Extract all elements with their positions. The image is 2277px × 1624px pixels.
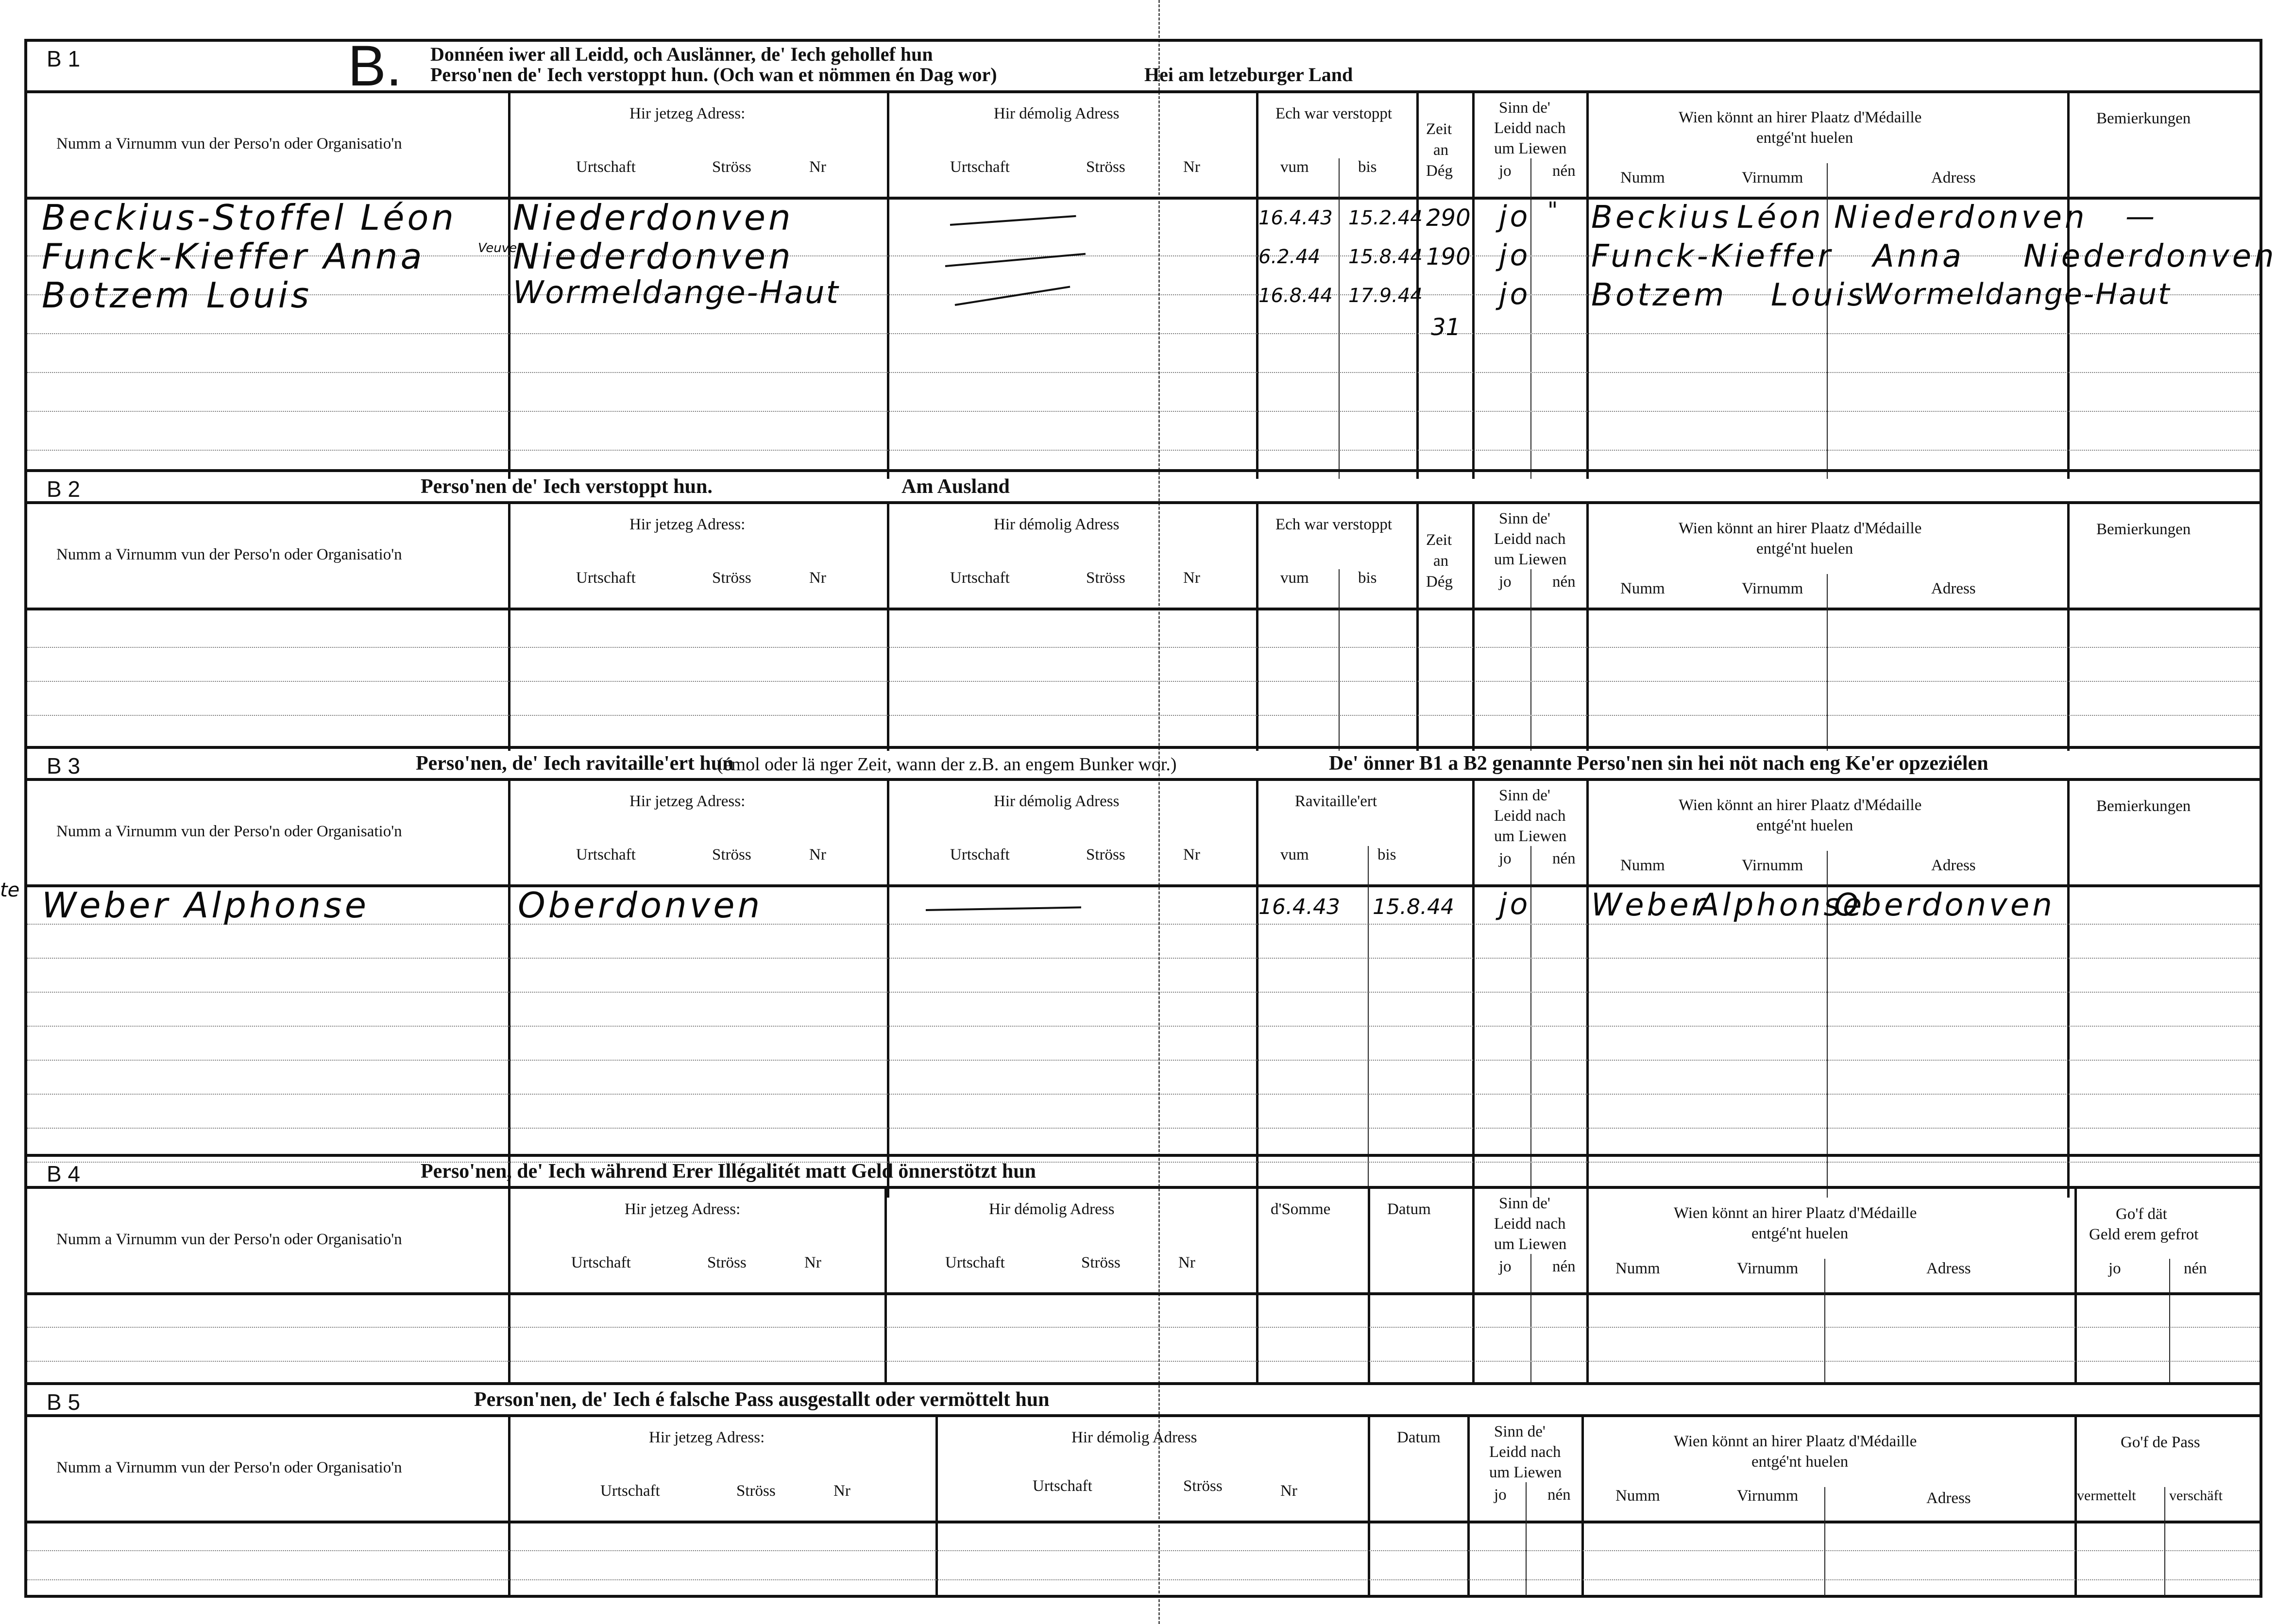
row-line — [27, 1094, 2260, 1095]
col-header-sinn: Sinn de' — [1494, 1423, 1546, 1440]
col-header-urtschaft: Urtschaft — [576, 158, 636, 176]
col-header-m-virnumm: Virnumm — [1737, 1487, 1799, 1505]
col-header-to: bis — [1377, 846, 1396, 863]
col-divider — [2067, 501, 2070, 751]
entry-medal-name: Funck-Kieffer — [1591, 238, 1834, 274]
col-header-liewen: um Liewen — [1489, 1464, 1562, 1481]
col-header-hidden: Ech war verstoppt — [1275, 105, 1393, 122]
section-b4 — [27, 1154, 2260, 1382]
col-header-medal-2: entgé'nt huelen — [1751, 1453, 1849, 1471]
row-line — [27, 647, 2260, 648]
section-title: Perso'nen, de' Iech während Erer Illégalitét matt Geld önnerstötzt hun — [421, 1160, 1036, 1183]
col-header-m-numm: Numm — [1615, 1487, 1660, 1505]
col-divider — [1586, 501, 1589, 751]
col-divider — [1586, 1186, 1589, 1382]
entry-medal-address: Oberdonven — [1834, 887, 2055, 923]
col-header-nen: nén — [1547, 1486, 1571, 1504]
col-header-stross: Ströss — [736, 1482, 776, 1500]
entry-medal-name: Beckius — [1591, 200, 1732, 236]
col-header-m-adress: Adress — [1931, 169, 1976, 186]
entry-place: Niederdonven — [513, 236, 794, 277]
col-header-medal-1: Wien könnt an hirer Plaatz d'Médaille — [1674, 1204, 1917, 1222]
section-b3 — [27, 746, 2260, 1198]
col-header-jo: jo — [1494, 1486, 1507, 1504]
col-header-m-adress: Adress — [1926, 1260, 1971, 1277]
col-header-current-address: Hir jetzeg Adress: — [629, 105, 746, 122]
entry-name: Weber Alphonse — [42, 885, 370, 926]
col-header-nen: nén — [1552, 850, 1576, 867]
col-header-verm: vermettelt — [2077, 1488, 2136, 1504]
col-header-urtschaft-2: Urtschaft — [1033, 1477, 1092, 1495]
col-header-jo: jo — [1499, 573, 1512, 591]
entry-from: 16.4.43 — [1258, 207, 1333, 229]
section-id: B 5 — [47, 1389, 81, 1415]
col-header-deg: Dég — [1426, 573, 1453, 591]
entry-to: 15.2.44 — [1348, 207, 1423, 229]
entry-medal-address: Niederdonven — [1834, 200, 2088, 236]
col-header-m-adress: Adress — [1926, 1489, 1971, 1507]
section-id: B 2 — [47, 476, 81, 502]
col-header-to: bis — [1358, 569, 1377, 587]
col-divider — [2074, 1186, 2077, 1382]
entry-remark: — — [2125, 200, 2158, 234]
col-divider — [508, 1186, 510, 1382]
row-line — [27, 1361, 2260, 1362]
entry-medal-name: Botzem — [1591, 277, 1727, 313]
col-divider — [508, 1414, 510, 1596]
col-header-medal-2: entgé'nt huelen — [1756, 540, 1853, 558]
row-line — [27, 1550, 2260, 1551]
col-header-jo: jo — [1499, 850, 1512, 867]
col-header-remarks: Bemierkungen — [2096, 797, 2191, 815]
col-header-name: Numm a Virnumm vun der Perso'n oder Organisatio'n — [56, 135, 402, 152]
col-header-stross: Ströss — [712, 846, 751, 863]
col-header-liewen: um Liewen — [1494, 140, 1567, 157]
col-header-nen-2: nén — [2184, 1260, 2207, 1277]
col-header-from: vum — [1280, 569, 1309, 587]
col-header-nr-2: Nr — [1183, 158, 1200, 176]
col-divider — [1256, 778, 1258, 1198]
col-header-m-virnumm: Virnumm — [1742, 580, 1803, 597]
section-title-right: Hei am letzeburger Land — [1144, 64, 1353, 85]
col-divider — [887, 501, 889, 751]
entry-medal-address: Niederdonven — [2023, 238, 2277, 274]
col-header-sinn: Sinn de' — [1499, 1195, 1550, 1212]
col-divider — [1368, 1414, 1370, 1596]
col-header-m-virnumm: Virnumm — [1737, 1260, 1799, 1277]
header-row — [27, 1414, 2260, 1523]
col-divider — [887, 778, 889, 1198]
col-header-m-numm: Numm — [1615, 1260, 1660, 1277]
row-line — [27, 1327, 2260, 1328]
entry-place: Niederdonven — [513, 197, 794, 238]
col-header-gof-2: Geld erem gefrot — [2089, 1226, 2199, 1243]
col-header-medal-2: entgé'nt huelen — [1756, 129, 1853, 147]
col-header-zeit: Zeit — [1426, 120, 1452, 138]
col-header-former-address: Hir démolig Adress — [994, 516, 1120, 533]
col-header-sinn: Sinn de' — [1499, 99, 1550, 117]
entry-medal-name: Weber — [1591, 887, 1707, 923]
entry-name: Funck-Kieffer Anna — [42, 236, 425, 277]
col-header-date: Datum — [1397, 1429, 1441, 1446]
col-header-m-numm: Numm — [1620, 169, 1665, 186]
section-b2 — [27, 469, 2260, 751]
row-line — [27, 1128, 2260, 1129]
section-letter: B. — [348, 34, 402, 98]
col-header-m-virnumm: Virnumm — [1742, 169, 1803, 186]
entry-to: 15.8.44 — [1373, 895, 1454, 919]
col-divider — [2169, 1259, 2170, 1382]
col-header-m-virnumm: Virnumm — [1742, 857, 1803, 874]
col-divider — [1368, 846, 1369, 1198]
col-divider — [1827, 163, 1828, 479]
col-divider — [1339, 158, 1340, 479]
col-header-medal-1: Wien könnt an hirer Plaatz d'Médaille — [1674, 1433, 1917, 1450]
col-divider — [1416, 501, 1419, 751]
entry-nen: " — [1547, 197, 1561, 223]
col-header-former-address: Hir démolig Adress — [1071, 1429, 1197, 1446]
entry-place: Wormeldange-Haut — [513, 275, 840, 311]
col-header-stross-2: Ströss — [1086, 158, 1125, 176]
entry-from: 16.8.44 — [1258, 285, 1333, 307]
entry-days: 31 — [1431, 314, 1461, 341]
section-b1 — [27, 34, 2277, 479]
entry-to: 15.8.44 — [1348, 246, 1423, 268]
col-header-versch: verschäft — [2169, 1488, 2223, 1504]
entry-medal-first: Alphonse — [1698, 887, 1865, 923]
col-divider — [1256, 501, 1258, 751]
col-header-nr: Nr — [833, 1482, 850, 1500]
section-id: B 4 — [47, 1161, 81, 1186]
section-id: B 1 — [47, 46, 81, 71]
col-divider — [935, 1414, 938, 1596]
col-header-nr: Nr — [809, 569, 826, 587]
col-header-supplied: Ravitaille'ert — [1295, 793, 1377, 810]
col-divider — [1586, 90, 1589, 479]
col-header-urtschaft-2: Urtschaft — [945, 1254, 1005, 1271]
entry-from: 16.4.43 — [1258, 895, 1340, 919]
col-header-medal-1: Wien könnt an hirer Plaatz d'Médaille — [1679, 796, 1922, 814]
section-id: B 3 — [47, 753, 81, 778]
col-header-nr-2: Nr — [1178, 1254, 1195, 1271]
col-divider — [884, 1186, 887, 1382]
col-header-an: an — [1433, 141, 1449, 159]
row-line — [27, 333, 2260, 334]
col-divider — [887, 90, 889, 479]
row-line — [27, 450, 2260, 451]
col-header-liewen: um Liewen — [1494, 1235, 1567, 1253]
entry-from: 6.2.44 — [1258, 246, 1321, 268]
section-title-line1: Donnéen iwer all Leidd, och Auslänner, de' Iech gehollef hun — [430, 43, 933, 65]
col-header-jo: jo — [1499, 162, 1512, 180]
row-line — [27, 715, 2260, 716]
col-header-stross: Ströss — [712, 158, 751, 176]
col-header-urtschaft-2: Urtschaft — [950, 158, 1010, 176]
col-header-name: Numm a Virnumm vun der Perso'n oder Organisatio'n — [56, 1231, 402, 1248]
col-divider — [2067, 778, 2070, 1198]
col-header-leidd: Leidd nach — [1494, 1215, 1566, 1233]
entry-jo: jo — [1499, 887, 1531, 921]
col-header-sinn: Sinn de' — [1499, 787, 1550, 804]
col-divider — [508, 501, 510, 751]
col-header-nen: nén — [1552, 573, 1576, 591]
col-divider — [1827, 574, 1828, 751]
col-header-jo-2: jo — [2108, 1260, 2121, 1277]
row-line — [27, 372, 2260, 373]
col-divider — [1530, 1254, 1531, 1382]
col-header-stross-2: Ströss — [1086, 846, 1125, 863]
entry-name: Beckius-Stoffel Léon — [42, 197, 457, 238]
col-header-former-address: Hir démolig Adress — [989, 1201, 1115, 1218]
entry-days: 190 — [1426, 243, 1471, 271]
col-header-leidd: Leidd nach — [1494, 119, 1566, 137]
col-divider — [1472, 90, 1475, 479]
col-header-from: vum — [1280, 846, 1309, 863]
col-header-hidden: Ech war verstoppt — [1275, 516, 1393, 533]
col-divider — [1339, 569, 1340, 751]
col-header-sinn: Sinn de' — [1499, 510, 1550, 527]
dash-mark — [950, 215, 1076, 226]
section-title-line2: Perso'nen de' Iech verstoppt hun. (Och wan et nömmen én Dag wor) — [430, 64, 997, 85]
col-header-nen: nén — [1552, 1258, 1576, 1275]
form-frame — [24, 34, 2277, 1598]
col-header-medal-2: entgé'nt huelen — [1756, 817, 1853, 834]
col-header-urtschaft-2: Urtschaft — [950, 846, 1010, 863]
col-header-nr: Nr — [809, 158, 826, 176]
entry-medal-address: Wormeldange-Haut — [1863, 277, 2171, 311]
row-line — [27, 681, 2260, 682]
col-header-former-address: Hir démolig Adress — [994, 793, 1120, 810]
col-header-nr-2: Nr — [1280, 1482, 1297, 1500]
row-line — [27, 411, 2260, 412]
col-header-leidd: Leidd nach — [1494, 807, 1566, 825]
row-line — [27, 1026, 2260, 1027]
section-title-right: De' önner B1 a B2 genannte Perso'nen sin hei nöt nach eng Ke'er opzeziélen — [1329, 752, 1988, 775]
col-header-m-numm: Numm — [1620, 857, 1665, 874]
entry-name: Botzem Louis — [42, 275, 312, 316]
col-header-medal-2: entgé'nt huelen — [1751, 1225, 1849, 1242]
entry-medal-first: Anna — [1873, 238, 1965, 274]
header-row — [27, 501, 2260, 610]
margin-note: te — [0, 879, 20, 901]
col-divider — [1530, 569, 1531, 751]
col-divider — [1467, 1414, 1470, 1596]
section-title: Person'nen, de' Iech é falsche Pass ausgestallt oder vermöttelt hun — [474, 1388, 1050, 1411]
col-header-current-address: Hir jetzeg Adress: — [625, 1201, 741, 1218]
section-title: Perso'nen, de' Iech ravitaille'ert hun — [416, 752, 734, 775]
row-line — [27, 1579, 2260, 1580]
section-b5 — [27, 1382, 2260, 1596]
col-header-from: vum — [1280, 158, 1309, 176]
col-header-name: Numm a Virnumm vun der Perso'n oder Organisatio'n — [56, 546, 402, 563]
section-title-right: Am Ausland — [901, 475, 1010, 498]
col-divider — [1256, 1186, 1258, 1382]
col-header-urtschaft: Urtschaft — [576, 569, 636, 587]
col-header-medal-1: Wien könnt an hirer Plaatz d'Médaille — [1679, 520, 1922, 537]
entry-days: 290 — [1426, 204, 1471, 232]
entry-medal-first: Louis — [1771, 277, 1867, 313]
row-line — [27, 992, 2260, 993]
col-header-m-adress: Adress — [1931, 857, 1976, 874]
header-row — [27, 90, 2260, 200]
entry-jo: jo — [1499, 238, 1531, 272]
col-header-name: Numm a Virnumm vun der Perso'n oder Organisatio'n — [56, 823, 402, 840]
col-header-urtschaft: Urtschaft — [576, 846, 636, 863]
col-header-stross-2: Ströss — [1183, 1477, 1223, 1495]
col-header-gof-1: Go'f dät — [2116, 1205, 2167, 1223]
col-header-an: an — [1433, 552, 1449, 570]
col-header-jo: jo — [1499, 1258, 1512, 1275]
row-line — [27, 1060, 2260, 1061]
col-divider — [508, 90, 510, 479]
col-header-sum: d'Somme — [1271, 1201, 1331, 1218]
col-header-gof: Go'f de Pass — [2121, 1434, 2200, 1451]
col-divider — [1581, 1414, 1584, 1596]
col-header-name: Numm a Virnumm vun der Perso'n oder Organisatio'n — [56, 1459, 402, 1476]
col-header-deg: Dég — [1426, 162, 1453, 180]
col-header-former-address: Hir démolig Adress — [994, 105, 1120, 122]
entry-jo: jo — [1499, 200, 1531, 234]
col-header-urtschaft-2: Urtschaft — [950, 569, 1010, 587]
col-header-nen: nén — [1552, 162, 1576, 180]
entry-jo: jo — [1499, 277, 1531, 311]
col-header-nr: Nr — [809, 846, 826, 863]
col-divider — [1368, 1186, 1370, 1382]
col-divider — [1586, 778, 1589, 1198]
dash-mark — [926, 906, 1081, 911]
col-header-nr-2: Nr — [1183, 846, 1200, 863]
col-header-liewen: um Liewen — [1494, 828, 1567, 845]
entry-to: 17.9.44 — [1348, 285, 1423, 307]
section-title: Perso'nen de' Iech verstoppt hun. — [421, 475, 713, 498]
col-header-stross: Ströss — [707, 1254, 747, 1271]
col-header-stross-2: Ströss — [1086, 569, 1125, 587]
header-row — [27, 778, 2260, 887]
col-header-medal-1: Wien könnt an hirer Plaatz d'Médaille — [1679, 109, 1922, 126]
col-header-current-address: Hir jetzeg Adress: — [649, 1429, 765, 1446]
col-divider — [1824, 1259, 1825, 1382]
entry-medal-first: Léon — [1737, 200, 1824, 236]
col-header-to: bis — [1358, 158, 1377, 176]
entry-note: Veuve — [478, 241, 517, 255]
col-header-remarks: Bemierkungen — [2096, 110, 2191, 127]
col-header-leidd: Leidd nach — [1494, 530, 1566, 548]
col-header-leidd: Leidd nach — [1489, 1443, 1561, 1461]
col-header-date: Datum — [1387, 1201, 1431, 1218]
col-header-nr: Nr — [804, 1254, 821, 1271]
col-divider — [1472, 501, 1475, 751]
col-divider — [2074, 1414, 2077, 1596]
col-header-m-numm: Numm — [1620, 580, 1665, 597]
col-divider — [508, 778, 510, 1198]
col-header-stross-2: Ströss — [1081, 1254, 1121, 1271]
col-header-urtschaft: Urtschaft — [600, 1482, 660, 1500]
section-title-note: (émol oder lä nger Zeit, wann der z.B. an engem Bunker wor.) — [717, 754, 1177, 775]
col-header-current-address: Hir jetzeg Adress: — [629, 793, 746, 810]
col-header-remarks: Bemierkungen — [2096, 521, 2191, 538]
col-header-current-address: Hir jetzeg Adress: — [629, 516, 746, 533]
col-header-stross: Ströss — [712, 569, 751, 587]
entry-place: Oberdonven — [518, 885, 763, 926]
col-header-zeit: Zeit — [1426, 531, 1452, 549]
col-header-urtschaft: Urtschaft — [571, 1254, 631, 1271]
col-header-liewen: um Liewen — [1494, 551, 1567, 568]
row-line — [27, 958, 2260, 959]
col-divider — [1526, 1482, 1527, 1596]
dash-mark — [955, 286, 1071, 305]
col-divider — [1472, 1186, 1475, 1382]
col-header-nr-2: Nr — [1183, 569, 1200, 587]
col-header-m-adress: Adress — [1931, 580, 1976, 597]
col-divider — [1472, 778, 1475, 1198]
header-row — [27, 1186, 2260, 1295]
